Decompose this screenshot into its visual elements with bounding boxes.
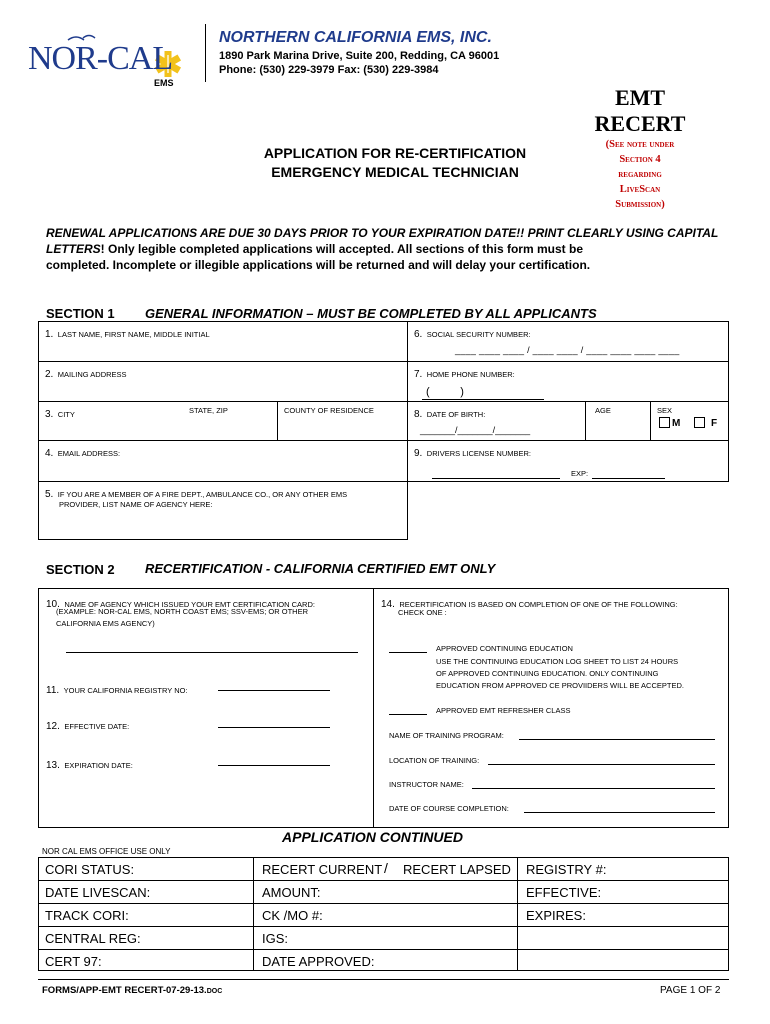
sex-m-label: M (672, 418, 681, 429)
sex-f-label: F (711, 418, 718, 429)
form-title-line1: APPLICATION FOR RE-CERTIFICATION (263, 145, 527, 161)
field-state-zip[interactable]: STATE, ZIP (189, 406, 228, 415)
issuing-agency-line (66, 652, 358, 653)
application-continued: APPLICATION CONTINUED (282, 829, 463, 845)
instructor-name-label: INSTRUCTOR NAME: (389, 780, 464, 789)
field-label: HOME PHONE NUMBER: (426, 370, 515, 379)
field-label: SOCIAL SECURITY NUMBER: (426, 330, 531, 339)
field-num: 7. (414, 369, 423, 380)
livescan-note-line: LiveScan (619, 184, 661, 195)
instructor-name-line[interactable] (472, 788, 715, 789)
field-num: 3. (45, 409, 54, 420)
section1-title: GENERAL INFORMATION – MUST BE COMPLETED BY ALL APPLICANTS (145, 306, 597, 321)
date-approved-label: DATE APPROVED: (262, 954, 375, 969)
recert-current-option[interactable]: RECERT CURRENT (262, 862, 383, 877)
effective-label: EFFECTIVE: (526, 885, 602, 900)
field-label: CITY (57, 410, 75, 419)
field-ssn[interactable] (414, 324, 531, 342)
field-num: 2. (45, 369, 54, 380)
form-title-line2: EMERGENCY MEDICAL TECHNICIAN (271, 164, 519, 180)
field-name[interactable] (45, 324, 210, 342)
field-num: 6. (414, 329, 423, 340)
check-one-label: CHECK ONE : (398, 608, 447, 617)
org-phone-fax: Phone: (530) 229-3979 Fax: (530) 229-3984 (219, 64, 439, 76)
field-label: EFFECTIVE DATE: (64, 722, 130, 731)
license-number-line (432, 478, 560, 479)
recert-lapsed-option[interactable]: RECERT LAPSED (403, 862, 511, 877)
field-num: 10. (46, 599, 60, 610)
field-num: 14. (381, 599, 395, 610)
renewal-notice-emphasis: RENEWAL APPLICATIONS ARE DUE 30 DAYS PRIOR TO YOUR EXPIRATION DATE!! PRINT CLEARLY USING CAPITAL LETTERS (46, 226, 719, 256)
renewal-notice-text-2: completed. Incomplete or illegible applications will be returned and will delay your certification. (46, 258, 591, 272)
field-agency-label-2: PROVIDER, LIST NAME OF AGENCY HERE: (59, 500, 213, 509)
logo (28, 30, 198, 92)
field-expiration-date[interactable] (46, 755, 133, 773)
option-refresher-title: APPROVED EMT REFRESHER CLASS (436, 706, 571, 715)
field-num: 4. (45, 448, 54, 459)
training-location-line[interactable] (488, 764, 715, 765)
form-type-recert: RECERT (594, 111, 686, 136)
option-ce-title: APPROVED CONTINUING EDUCATION (436, 644, 573, 653)
option-ce-detail: EDUCATION FROM APPROVED CE PROVIIDERS WILL BE ACCEPTED. (436, 681, 684, 690)
date-livescan-label: DATE LIVESCAN: (45, 885, 151, 900)
field-label: EXPIRATION DATE: (64, 761, 133, 770)
expires-label: EXPIRES: (526, 908, 586, 923)
org-address: 1890 Park Marina Drive, Suite 200, Redding, CA 96001 (219, 50, 500, 62)
field-label: LAST NAME, FIRST NAME, MIDDLE INITIAL (57, 330, 210, 339)
field-num: 13. (46, 760, 60, 771)
license-exp-label: EXP: (571, 469, 589, 478)
section2-title: RECERTIFICATION - CALIFORNIA CERTIFIED EMT ONLY (145, 561, 496, 576)
form-type-emt: EMT (614, 85, 666, 110)
field-label: EMAIL ADDRESS: (57, 449, 121, 458)
cert-97-label: CERT 97: (45, 954, 102, 969)
office-use-header: NOR CAL EMS OFFICE USE ONLY (42, 847, 171, 856)
field-num: 1. (45, 329, 54, 340)
field-num: 8. (414, 409, 423, 420)
renewal-notice-text: ! Only legible completed applications will accepted. All sections of this form must be (100, 242, 583, 256)
training-location-label: LOCATION OF TRAINING: (389, 756, 480, 765)
renewal-notice (46, 225, 726, 273)
field-age[interactable]: AGE (595, 406, 611, 415)
training-program-label: NAME OF TRAINING PROGRAM: (389, 731, 504, 740)
expiration-date-line (218, 765, 330, 766)
field-num: 11. (46, 685, 60, 696)
field-label: IF YOU ARE A MEMBER OF A FIRE DEPT., AMBULANCE CO., OR ANY OTHER EMS (57, 490, 348, 499)
field-label: YOUR CALIFORNIA REGISTRY NO: (63, 686, 188, 695)
field-drivers-license[interactable] (414, 443, 531, 461)
completion-date-label: DATE OF COURSE COMPLETION: (389, 804, 509, 813)
field-email[interactable] (45, 443, 120, 461)
field-issuing-agency-example: (EXAMPLE: NOR-CAL EMS, NORTH COAST EMS; SSV-EMS; OR OTHER (56, 607, 308, 616)
license-exp-line (592, 478, 665, 479)
livescan-note-line: regarding (618, 169, 662, 180)
field-effective-date[interactable] (46, 716, 129, 734)
field-registry-no[interactable] (46, 680, 188, 698)
form-id-name: FORMS/APP-EMT RECERT-07-29-13. (42, 985, 207, 996)
org-name: NORTHERN CALIFORNIA EMS, INC. (219, 29, 492, 46)
form-id-ext: DOC (206, 988, 223, 995)
cori-status-label: CORI STATUS: (45, 862, 135, 877)
header-divider (205, 24, 206, 82)
field-issuing-agency-example-2: CALIFORNIA EMS AGENCY) (56, 619, 155, 628)
field-label: DRIVERS LICENSE NUMBER: (426, 449, 531, 458)
field-num: 12. (46, 721, 60, 732)
effective-date-line (218, 727, 330, 728)
page-number: PAGE 1 OF 2 (660, 985, 721, 996)
field-label: NAME OF AGENCY WHICH ISSUED YOUR EMT CERTIFICATION CARD: (64, 600, 315, 609)
dob-blank-line: _______/_______/_______ (420, 425, 531, 435)
field-sex-label: SEX (657, 406, 673, 415)
sex-f-checkbox[interactable] (694, 417, 705, 428)
training-program-line[interactable] (519, 739, 715, 740)
track-cori-label: TRACK CORI: (45, 908, 129, 923)
option-ce-detail: USE THE CONTINUING EDUCATION LOG SHEET TO LIST 24 HOURS (436, 657, 679, 666)
check-mo-label: CK /MO #: (262, 908, 323, 923)
phone-area-code: ( ) (426, 386, 464, 398)
field-num: 5. (45, 489, 54, 500)
livescan-note-line: Submission) (615, 199, 665, 210)
ssn-blank-line: ____ ____ ____ / ____ ____ / ____ ____ ____ ____ (455, 345, 680, 355)
field-label: RECERTIFICATION IS BASED ON COMPLETION OF ONE OF THE FOLLOWING: (399, 600, 678, 609)
field-label: DATE OF BIRTH: (426, 410, 486, 419)
field-home-phone[interactable] (414, 364, 515, 382)
amount-label: AMOUNT: (262, 885, 321, 900)
option-ce-checkline[interactable] (389, 652, 427, 653)
footer-rule (38, 979, 729, 980)
field-city[interactable] (45, 404, 75, 422)
field-county[interactable]: COUNTY OF RESIDENCE (284, 406, 374, 415)
recert-slash: / (384, 860, 388, 876)
completion-date-line[interactable] (524, 812, 715, 813)
logo-ems-text: EMS (154, 78, 174, 88)
option-refresher-checkline[interactable] (389, 714, 427, 715)
registry-no-line (218, 690, 330, 691)
section2-label: SECTION 2 (46, 562, 115, 577)
central-reg-label: CENTRAL REG: (45, 931, 141, 946)
field-dob[interactable] (414, 404, 485, 422)
livescan-note-line: Section 4 (619, 154, 661, 165)
field-mailing-address[interactable] (45, 364, 127, 382)
field-num: 9. (414, 448, 423, 459)
form-id (42, 985, 222, 996)
section1-label: SECTION 1 (46, 306, 115, 321)
livescan-note-line: (See note under (605, 139, 675, 150)
igs-label: IGS: (262, 931, 289, 946)
registry-number-label: REGISTRY #: (526, 862, 607, 877)
livescan-note (580, 137, 700, 212)
field-label: MAILING ADDRESS (57, 370, 127, 379)
option-ce-detail: OF APPROVED CONTINUING EDUCATION. ONLY CONTINUING (436, 669, 659, 678)
logo-text: NOR-CAL (28, 40, 173, 77)
sex-m-checkbox[interactable] (659, 417, 670, 428)
